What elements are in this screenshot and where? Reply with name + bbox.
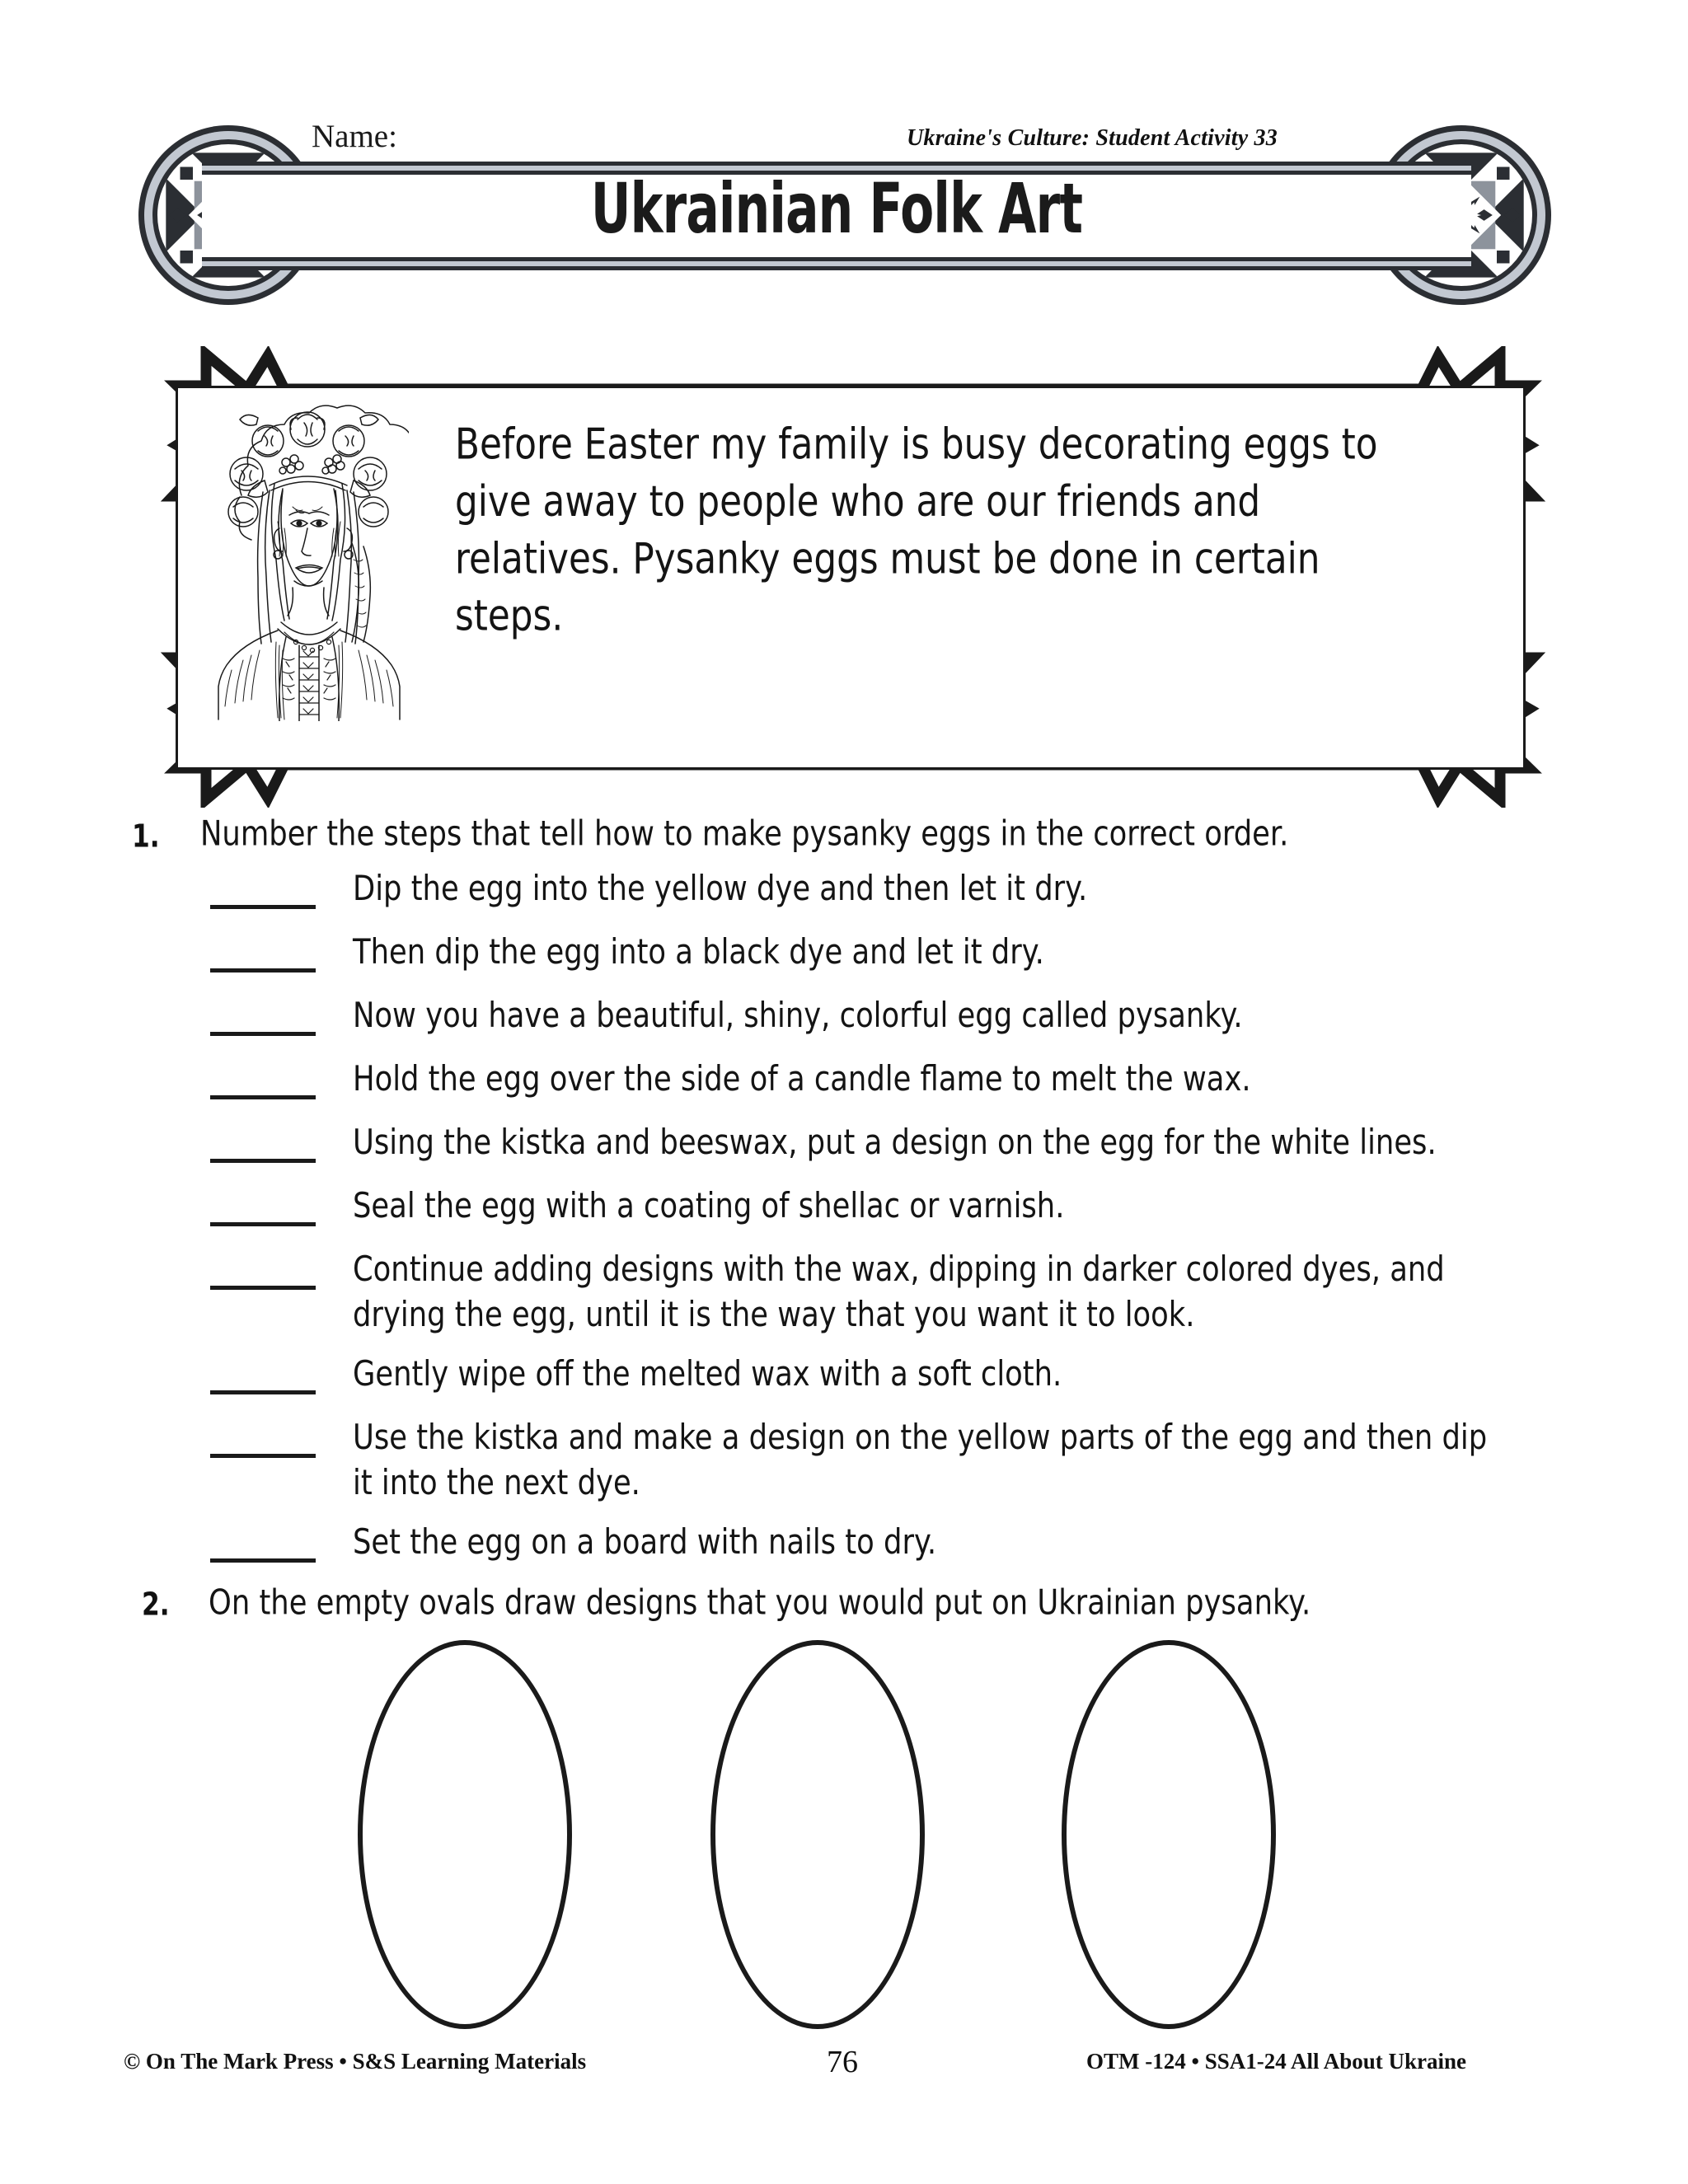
step-row [210,1057,1611,1108]
step-row [210,867,1611,918]
oval-drawing-area [0,1640,1688,2036]
step-text: Seal the egg with a coating of shellac or varnish. [353,1185,1065,1226]
page-title: Ukrainian Folk Art [590,168,1083,250]
step-answer-blank[interactable] [210,968,316,972]
banner-bottom-edge [202,257,1471,270]
step-text: Set the egg on a board with nails to dry. [353,1521,937,1562]
step-row [210,1121,1611,1172]
step-answer-blank[interactable] [210,1032,316,1036]
step-text: Using the kistka and beeswax, put a design on the egg for the white lines. [353,1122,1437,1162]
ukrainian-girl-illustration [207,398,409,721]
drawing-oval[interactable] [358,1640,572,2029]
step-answer-blank[interactable] [210,1454,316,1458]
question-2-number: 2. [142,1586,170,1624]
step-list [210,867,1611,1584]
step-answer-blank[interactable] [210,1095,316,1099]
quote-box [115,346,1591,808]
step-text: Gently wipe off the melted wax with a soft cloth. [353,1353,1062,1394]
question-1-prompt: Number the steps that tell how to make pysanky eggs in the correct order. [200,813,1289,854]
page-header [0,0,1688,330]
page-footer [0,2042,1688,2092]
step-row [210,1416,1611,1508]
footer-product-code: OTM -124 • SSA1-24 All About Ukraine [1086,2049,1467,2074]
step-text: Then dip the egg into a black dye and let it dry. [353,931,1044,972]
step-answer-blank[interactable] [210,1286,316,1290]
step-row [210,994,1611,1045]
quote-inner-frame [176,386,1526,770]
step-row [210,930,1611,982]
step-text: Continue adding designs with the wax, dipping in darker colored dyes, and drying the egg, until it is the way that you want it to look. [353,1249,1445,1334]
step-answer-blank[interactable] [210,1222,316,1226]
step-text: Hold the egg over the side of a candle flame to melt the wax. [353,1058,1251,1099]
step-text: Now you have a beautiful, shiny, colorful egg called pysanky. [353,995,1243,1035]
footer-copyright: © On The Mark Press • S&S Learning Materials [124,2049,587,2074]
step-text: Dip the egg into the yellow dye and then let it dry. [353,868,1088,908]
title-banner [202,162,1471,270]
step-answer-blank[interactable] [210,1558,316,1563]
quote-text: Before Easter my family is busy decorating eggs to give away to people who are our friends and relatives. Pysanky eggs must be done in certain steps. [455,419,1378,641]
drawing-oval[interactable] [710,1640,925,2029]
step-row [210,1248,1611,1340]
activity-label: Ukraine's Culture: Student Activity 33 [907,125,1278,151]
question-2-prompt: On the empty ovals draw designs that you would put on Ukrainian pysanky. [209,1582,1311,1623]
step-row [210,1521,1611,1572]
drawing-oval[interactable] [1062,1640,1276,2029]
step-answer-blank[interactable] [210,1159,316,1163]
step-text: Use the kistka and make a design on the yellow parts of the egg and then dip it into the next dye. [353,1417,1488,1502]
step-row [210,1184,1611,1235]
question-1-number: 1. [132,818,160,855]
step-row [210,1352,1611,1404]
name-label: Name: [312,119,397,154]
step-answer-blank[interactable] [210,905,316,909]
step-answer-blank[interactable] [210,1390,316,1394]
footer-page-number: 76 [827,2045,858,2079]
